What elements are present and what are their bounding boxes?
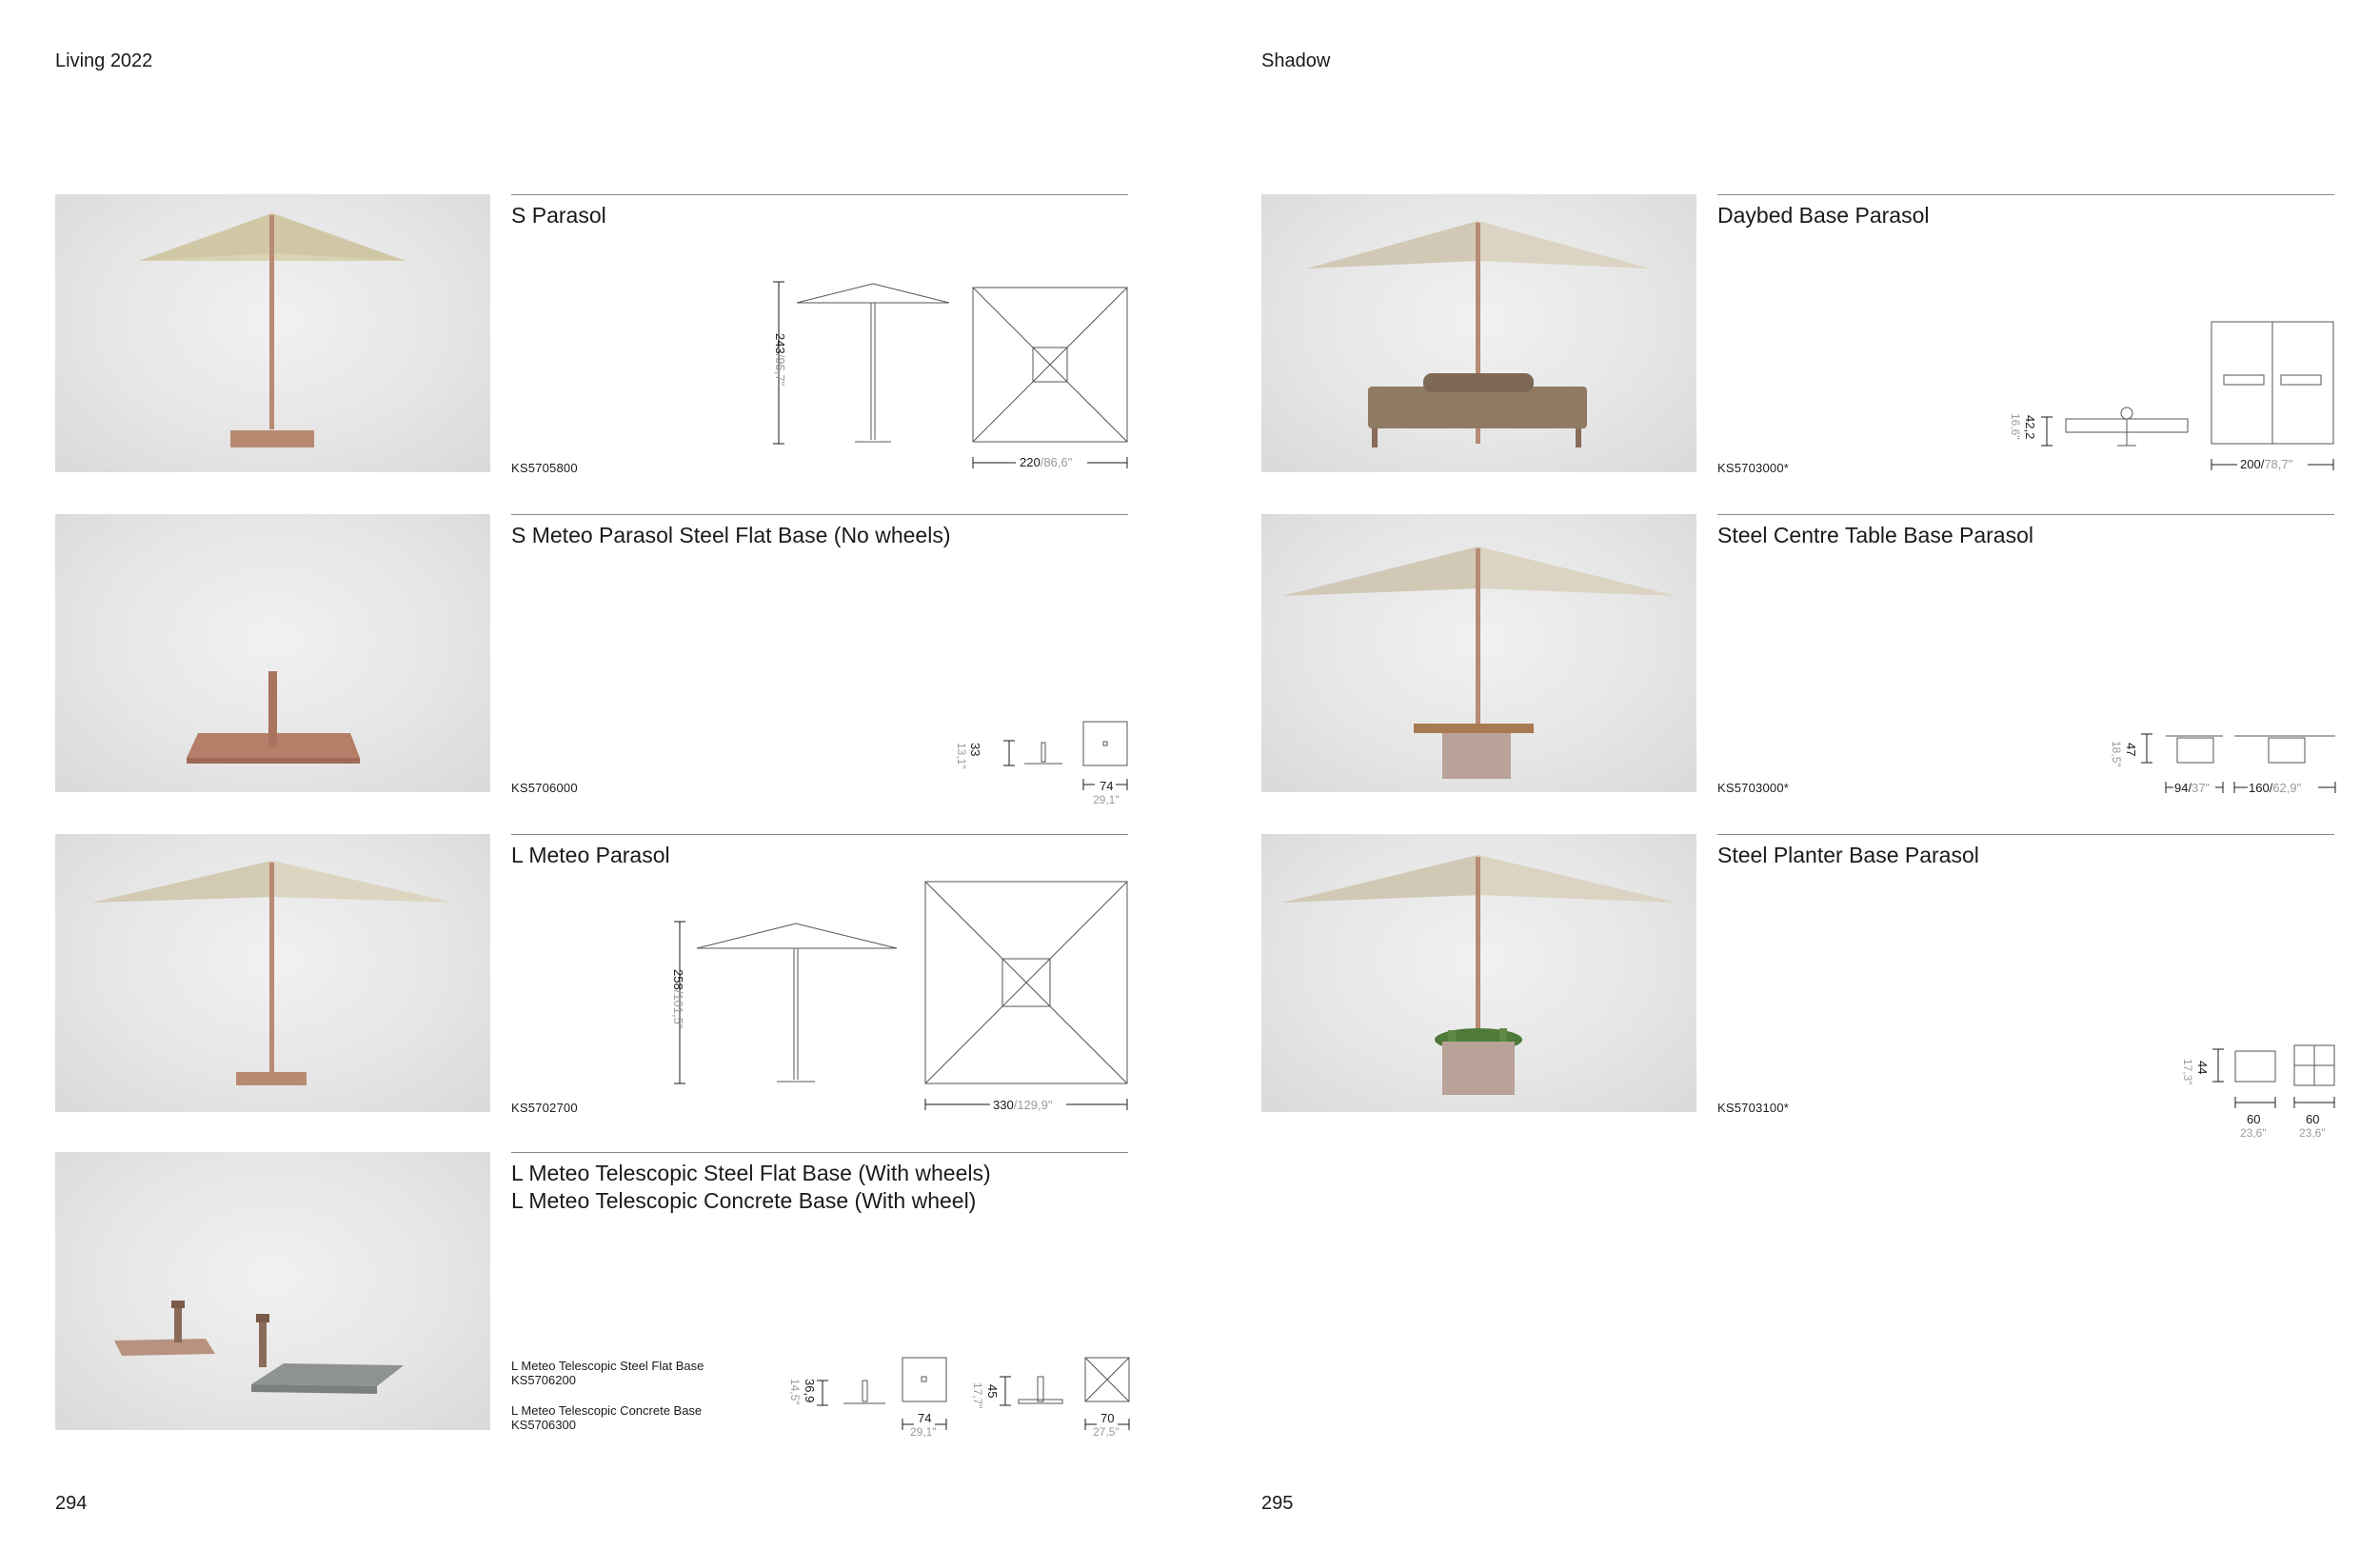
height-dimension-in: 16,6" — [2009, 413, 2022, 440]
height-dimension-in: 17,3" — [2181, 1059, 2194, 1085]
s-meteo-photo — [55, 514, 490, 792]
dim-sep: / — [2260, 457, 2265, 471]
dim-cm: 200 — [2240, 457, 2261, 471]
product-title: L Meteo Parasol — [511, 843, 670, 867]
dim-cm: 94 — [2174, 781, 2189, 795]
l-telescopic-photo — [55, 1152, 490, 1430]
dim-cm: 220 — [1020, 455, 1041, 469]
dim-in: /86,6" — [1040, 455, 1073, 469]
height-dimension-in: 13,1" — [955, 743, 968, 769]
width-dimension-in: 29,1" — [1093, 793, 1120, 806]
dim-cm: 243 — [773, 333, 787, 354]
product-title: Steel Centre Table Base Parasol — [1717, 523, 2033, 547]
l-meteo-drawing — [666, 876, 1133, 1114]
product-code: KS5702700 — [511, 1101, 578, 1115]
product-code: KS5706200 — [511, 1373, 576, 1387]
divider-rule — [511, 834, 1128, 835]
product-title: S Meteo Parasol Steel Flat Base (No wheels) — [511, 523, 951, 547]
daybed-drawing — [2028, 314, 2337, 476]
daybed-photo — [1261, 194, 1696, 472]
dim-cm: 258 — [671, 969, 685, 990]
product-title-line1: L Meteo Telescopic Steel Flat Base (With wheels) — [511, 1161, 991, 1185]
centre-table-photo — [1261, 514, 1696, 792]
divider-rule — [1717, 834, 2334, 835]
product-code: KS5703100* — [1717, 1101, 1790, 1115]
width-dimension: 70 — [1101, 1411, 1115, 1425]
width-dimension-in: 27,5" — [1093, 1425, 1120, 1439]
dim-sep: / — [2188, 781, 2192, 795]
height-dimension: 45 — [985, 1384, 1000, 1399]
height-dimension: 36,9 — [803, 1379, 817, 1403]
height-dimension: 44 — [2195, 1061, 2210, 1075]
s-parasol-drawing — [762, 276, 1133, 476]
planter-drawing — [2199, 1038, 2337, 1114]
page-number: 295 — [1261, 1493, 1294, 1514]
divider-rule — [511, 514, 1128, 515]
product-title: Daybed Base Parasol — [1717, 203, 1930, 228]
height-dimension-in: 17,7" — [971, 1382, 984, 1409]
dim-in: 78,7" — [2264, 457, 2293, 471]
width-dimension: 60 — [2306, 1112, 2320, 1126]
width-dimension — [993, 1098, 1052, 1112]
centre-table-drawing — [2128, 728, 2337, 805]
divider-rule — [1717, 514, 2334, 515]
l-meteo-photo — [55, 834, 490, 1112]
width-dimension: 74 — [1100, 779, 1114, 793]
divider-rule — [511, 1152, 1128, 1153]
width-dimension-in: 23,6" — [2299, 1126, 2326, 1140]
item-name: L Meteo Telescopic Concrete Base — [511, 1403, 703, 1418]
product-code: KS5703000* — [1717, 461, 1790, 475]
product-code: KS5706000 — [511, 781, 578, 795]
dim-cm: 160 — [2249, 781, 2270, 795]
product-code: KS5703000* — [1717, 781, 1790, 795]
item-name: L Meteo Telescopic Steel Flat Base — [511, 1359, 704, 1373]
dim-in: /101,5" — [671, 989, 685, 1029]
width-dimension-in: 23,6" — [2240, 1126, 2267, 1140]
section-header: Living 2022 — [55, 50, 153, 71]
dim-cm: 330 — [993, 1098, 1014, 1112]
page-number: 294 — [55, 1493, 88, 1514]
width-dimension — [2249, 781, 2301, 795]
dim-cm: 33 — [968, 743, 982, 757]
dim-in: 37" — [2192, 781, 2211, 795]
height-dimension — [671, 969, 685, 1028]
height-dimension-in: 18,5" — [2110, 741, 2123, 767]
height-dimension — [692, 333, 787, 387]
height-dimension-in: 14,5" — [788, 1379, 802, 1405]
dim-in: /95,7" — [773, 353, 787, 387]
l-telescopic-drawing — [790, 1352, 1133, 1438]
dim-in: 62,9" — [2272, 781, 2302, 795]
width-dimension-in: 29,1" — [910, 1425, 937, 1439]
product-title: Steel Planter Base Parasol — [1717, 843, 1979, 867]
s-parasol-photo — [55, 194, 490, 472]
width-dimension — [1020, 455, 1072, 469]
dim-sep: / — [2269, 781, 2273, 795]
planter-photo — [1261, 834, 1696, 1112]
height-dimension: 47 — [2124, 743, 2138, 757]
divider-rule — [511, 194, 1128, 195]
dim-in: /129,9" — [1013, 1098, 1053, 1112]
product-title: S Parasol — [511, 203, 606, 228]
width-dimension — [2174, 781, 2210, 795]
width-dimension — [2240, 457, 2292, 471]
height-dimension: 42,2 — [2023, 415, 2037, 440]
product-code: KS5706300 — [511, 1418, 576, 1432]
collection-header: Shadow — [1261, 50, 1331, 71]
width-dimension: 60 — [2247, 1112, 2261, 1126]
width-dimension: 74 — [918, 1411, 932, 1425]
height-dimension — [968, 743, 982, 756]
divider-rule — [1717, 194, 2334, 195]
product-code: KS5705800 — [511, 461, 578, 475]
product-title-line2: L Meteo Telescopic Concrete Base (With wheel) — [511, 1188, 977, 1213]
